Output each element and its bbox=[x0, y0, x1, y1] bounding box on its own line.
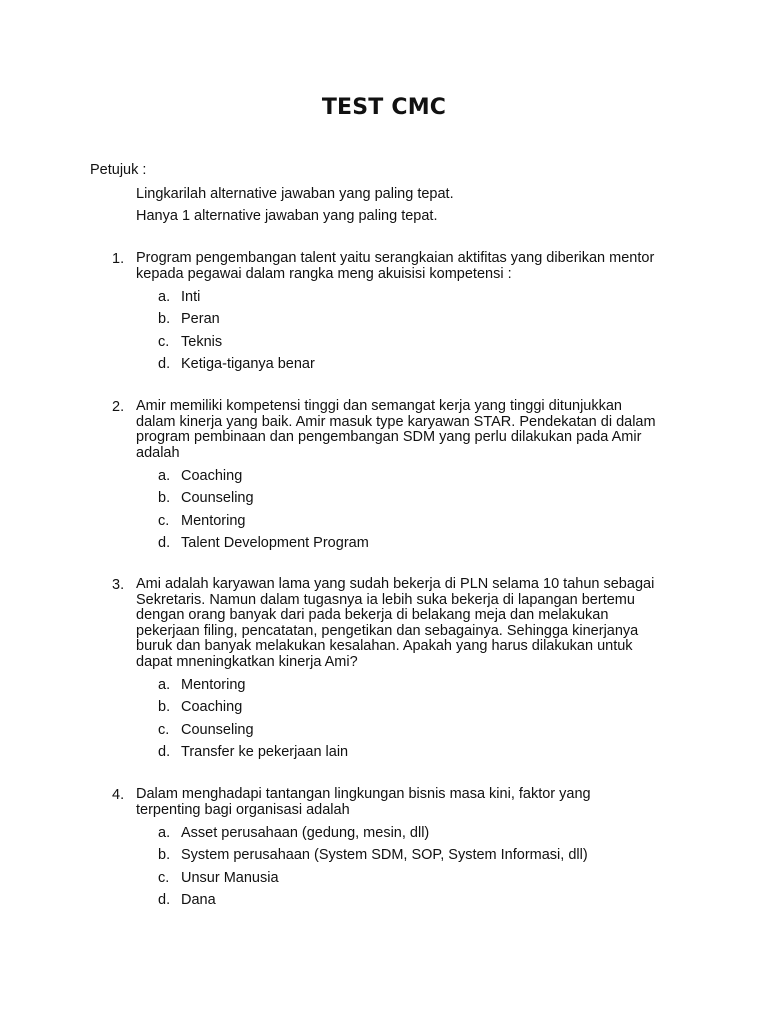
document-title: TEST CMC bbox=[321, 95, 447, 120]
question-text bbox=[136, 577, 660, 670]
option-letter: d. bbox=[158, 891, 171, 908]
option-text: Dana bbox=[181, 891, 216, 908]
option-b[interactable] bbox=[136, 487, 660, 509]
option-letter: b. bbox=[158, 490, 171, 507]
question-3 bbox=[100, 577, 660, 763]
question-line: kepada pegawai dalam rangka meng akuisisi kompetensi : bbox=[136, 265, 512, 282]
option-letter: c. bbox=[158, 512, 170, 529]
question-text bbox=[136, 251, 660, 282]
option-c[interactable] bbox=[136, 510, 660, 532]
option-text: Counseling bbox=[181, 721, 254, 738]
option-text: Teknis bbox=[181, 333, 223, 350]
question-number: 2. bbox=[112, 399, 125, 415]
question-line: Amir memiliki kompetensi tinggi dan semangat kerja yang tinggi ditunjukkan bbox=[136, 398, 622, 414]
option-text: Mentoring bbox=[181, 677, 246, 693]
option-c[interactable] bbox=[136, 867, 660, 889]
question-line: Sekretaris. Namun dalam tugasnya ia lebih suka bekerja di lapangan bertemu bbox=[136, 591, 635, 608]
option-letter: c. bbox=[158, 869, 170, 886]
question-line: pekerjaan filing, pencatatan, pengetikan dan sebagainya. Sehingga kinerjanya bbox=[136, 622, 639, 639]
option-letter: a. bbox=[158, 825, 171, 841]
question-line: terpenting bagi organisasi adalah bbox=[136, 801, 350, 818]
question-text bbox=[136, 787, 660, 818]
question-1 bbox=[100, 251, 660, 375]
option-a[interactable] bbox=[136, 286, 660, 308]
question-text bbox=[136, 399, 660, 461]
option-a[interactable] bbox=[136, 465, 660, 487]
option-text: System perusahaan (System SDM, SOP, System Informasi, dll) bbox=[181, 847, 588, 864]
question-number: 1. bbox=[112, 251, 125, 267]
option-list bbox=[136, 465, 660, 554]
question-line: Dalam menghadapi tantangan lingkungan bisnis masa kini, faktor yang bbox=[136, 786, 591, 802]
option-d[interactable] bbox=[136, 741, 660, 763]
option-text: Counseling bbox=[181, 490, 254, 507]
option-b[interactable] bbox=[136, 308, 660, 330]
option-a[interactable] bbox=[136, 822, 660, 844]
option-a[interactable] bbox=[136, 674, 660, 696]
option-text: Coaching bbox=[181, 468, 243, 484]
option-list bbox=[136, 822, 660, 911]
option-c[interactable] bbox=[136, 719, 660, 741]
option-letter: b. bbox=[158, 311, 171, 328]
question-line: program pembinaan dan pengembangan SDM yang perlu dilakukan pada Amir bbox=[136, 429, 642, 445]
question-line: dalam kinerja yang baik. Amir masuk type karyawan STAR. Pendekatan di dalam bbox=[136, 413, 656, 430]
question-4 bbox=[100, 787, 660, 911]
option-letter: d. bbox=[158, 534, 171, 551]
option-b[interactable] bbox=[136, 696, 660, 718]
option-letter: d. bbox=[158, 355, 171, 372]
option-list bbox=[136, 674, 660, 763]
question-line: Ami adalah karyawan lama yang sudah bekerja di PLN selama 10 tahun sebagai bbox=[136, 576, 655, 592]
option-text: Unsur Manusia bbox=[181, 869, 279, 886]
option-d[interactable] bbox=[136, 532, 660, 554]
option-letter: d. bbox=[158, 743, 171, 760]
question-line: adalah bbox=[136, 444, 180, 461]
option-letter: b. bbox=[158, 847, 171, 864]
option-list bbox=[136, 286, 660, 375]
option-text: Talent Development Program bbox=[181, 534, 369, 551]
option-text: Peran bbox=[181, 311, 220, 328]
question-line: dapat mneningkatkan kinerja Ami? bbox=[136, 653, 358, 670]
option-text: Mentoring bbox=[181, 512, 246, 529]
question-line: buruk dan banyak melakukan kesalahan. Apakah yang harus dilakukan untuk bbox=[136, 638, 633, 654]
option-letter: a. bbox=[158, 289, 171, 305]
option-b[interactable] bbox=[136, 844, 660, 866]
option-letter: c. bbox=[158, 333, 170, 350]
question-line: dengan orang banyak dari pada bekerja di belakang meja dan melakukan bbox=[136, 607, 609, 623]
option-text: Asset perusahaan (gedung, mesin, dll) bbox=[181, 825, 430, 841]
option-d[interactable] bbox=[136, 889, 660, 911]
option-text: Ketiga-tiganya benar bbox=[181, 355, 315, 372]
question-number: 3. bbox=[112, 577, 125, 593]
option-d[interactable] bbox=[136, 353, 660, 375]
option-text: Coaching bbox=[181, 699, 243, 716]
option-text: Transfer ke pekerjaan lain bbox=[181, 743, 349, 760]
option-letter: b. bbox=[158, 699, 171, 716]
option-letter: a. bbox=[158, 677, 171, 693]
instructions-label: Petujuk : bbox=[90, 162, 147, 178]
option-letter: a. bbox=[158, 468, 171, 484]
question-number: 4. bbox=[112, 787, 125, 803]
instruction-line: Hanya 1 alternative jawaban yang paling tepat. bbox=[136, 208, 438, 224]
instruction-line: Lingkarilah alternative jawaban yang paling tepat. bbox=[136, 186, 454, 202]
option-c[interactable] bbox=[136, 331, 660, 353]
question-line: Program pengembangan talent yaitu serangkaian aktifitas yang diberikan mentor bbox=[136, 250, 655, 266]
question-2 bbox=[100, 399, 660, 554]
option-letter: c. bbox=[158, 721, 170, 738]
option-text: Inti bbox=[181, 289, 201, 305]
